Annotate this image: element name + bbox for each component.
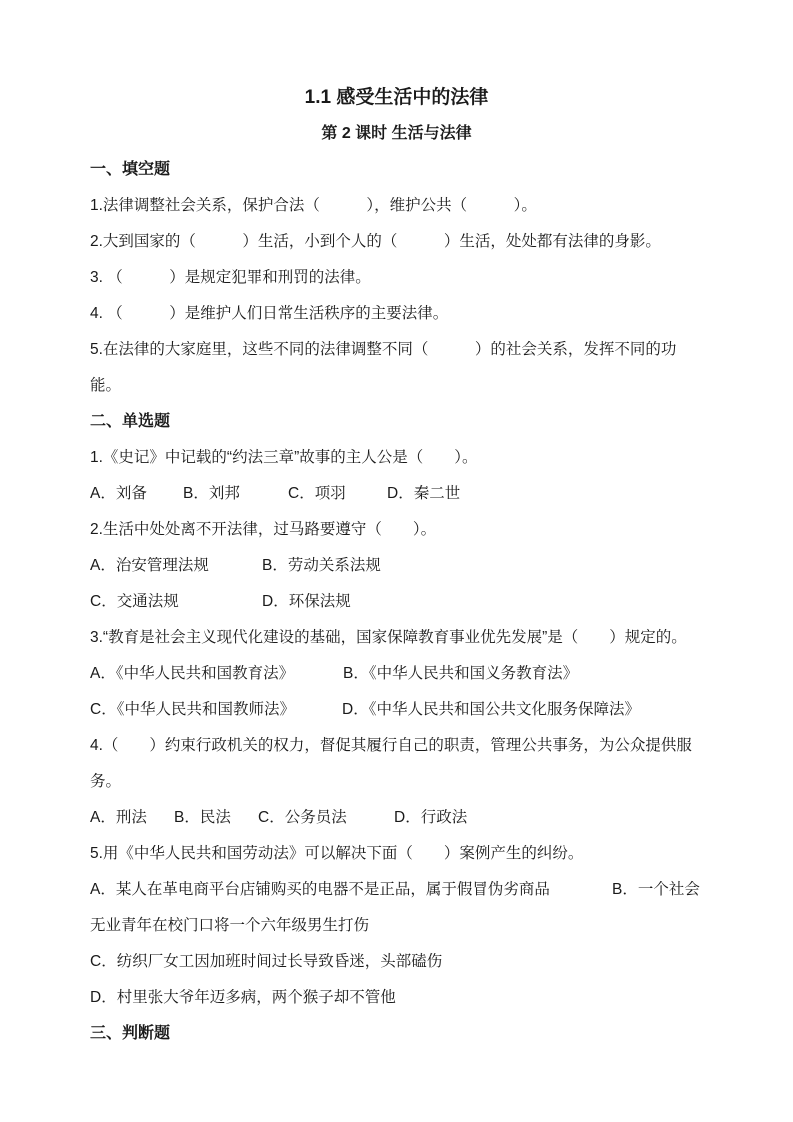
choice-question-1-options: [0, 476, 793, 512]
option-b: B．劳动关系法规: [262, 557, 381, 574]
option-d: D．环保法规: [262, 593, 351, 610]
option-a: A．《中华人民共和国教育法》: [90, 665, 295, 682]
document-subtitle: 第 2 课时 生活与法律: [321, 125, 472, 142]
fill-blank-question-3: 3. （ ）是规定犯罪和刑罚的法律。: [90, 269, 371, 286]
fill-blank-question-2: 2.大到国家的（ ）生活，小到个人的（ ）生活，处处都有法律的身影。: [90, 233, 661, 250]
choice-question-5-stem: 5.用《中华人民共和国劳动法》可以解决下面（ ）案例产生的纠纷。: [90, 845, 584, 862]
choice-question-4-stem-continued: 务。: [90, 773, 122, 790]
fill-blank-question-5: 5.在法律的大家庭里，这些不同的法律调整不同（ ）的社会关系，发挥不同的功: [90, 341, 677, 358]
choice-question-4-stem: 4.（ ）约束行政机关的权力，督促其履行自己的职责，管理公共事务，为公众提供服: [90, 737, 692, 754]
choice-question-2-stem: 2.生活中处处离不开法律，过马路要遵守（ ）。: [90, 521, 437, 538]
choice-question-3-options-row-2: [0, 692, 793, 728]
fill-blank-question-4: 4. （ ）是维护人们日常生活秩序的主要法律。: [90, 305, 449, 322]
option-c: C．纺织厂女工因加班时间过长导致昏迷，头部磕伤: [90, 953, 443, 970]
option-b-continued: 无业青年在校门口将一个六年级男生打伤: [90, 917, 370, 934]
option-d: D．秦二世: [387, 485, 461, 502]
option-c: C．项羽: [288, 485, 346, 502]
section-heading-single-choice: 二、单选题: [90, 413, 171, 430]
option-a: A．某人在革电商平台店铺购买的电器不是正品，属于假冒伪劣商品: [90, 881, 550, 898]
option-b: B．《中华人民共和国义务教育法》: [343, 665, 579, 682]
option-d: D．行政法: [394, 809, 468, 826]
option-a: A．刑法: [90, 809, 147, 826]
choice-question-3-stem: 3.“教育是社会主义现代化建设的基础，国家保障教育事业优先发展”是（ ）规定的。: [90, 629, 687, 646]
option-a: A．治安管理法规: [90, 557, 209, 574]
worksheet-content: [0, 80, 793, 1052]
option-c: C．公务员法: [258, 809, 347, 826]
choice-question-1-stem: 1.《史记》中记载的“约法三章”故事的主人公是（ ）。: [90, 449, 478, 466]
fill-blank-question-1: 1.法律调整社会关系，保护合法（ ），维护公共（ ）。: [90, 197, 537, 214]
fill-blank-question-5-continued: 能。: [90, 377, 122, 394]
option-d: D．村里张大爷年迈多病，两个猴子却不管他: [90, 989, 396, 1006]
choice-question-3-options-row-1: [0, 656, 793, 692]
choice-question-2-options-row-2: [0, 584, 793, 620]
section-heading-fill-blank: 一、填空题: [90, 161, 171, 178]
option-b: B．刘邦: [183, 485, 240, 502]
option-d: D．《中华人民共和国公共文化服务保障法》: [342, 701, 640, 718]
section-heading-true-false: 三、判断题: [90, 1025, 171, 1042]
document-title: 1.1 感受生活中的法律: [304, 87, 489, 108]
option-c: C．《中华人民共和国教师法》: [90, 701, 295, 718]
option-b: B．民法: [174, 809, 231, 826]
choice-question-5-options-row-1: [0, 872, 793, 908]
option-c: C．交通法规: [90, 593, 179, 610]
option-a: A．刘备: [90, 485, 147, 502]
choice-question-4-options: [0, 800, 793, 836]
choice-question-2-options-row-1: [0, 548, 793, 584]
option-b: B．一个社会: [612, 881, 700, 898]
